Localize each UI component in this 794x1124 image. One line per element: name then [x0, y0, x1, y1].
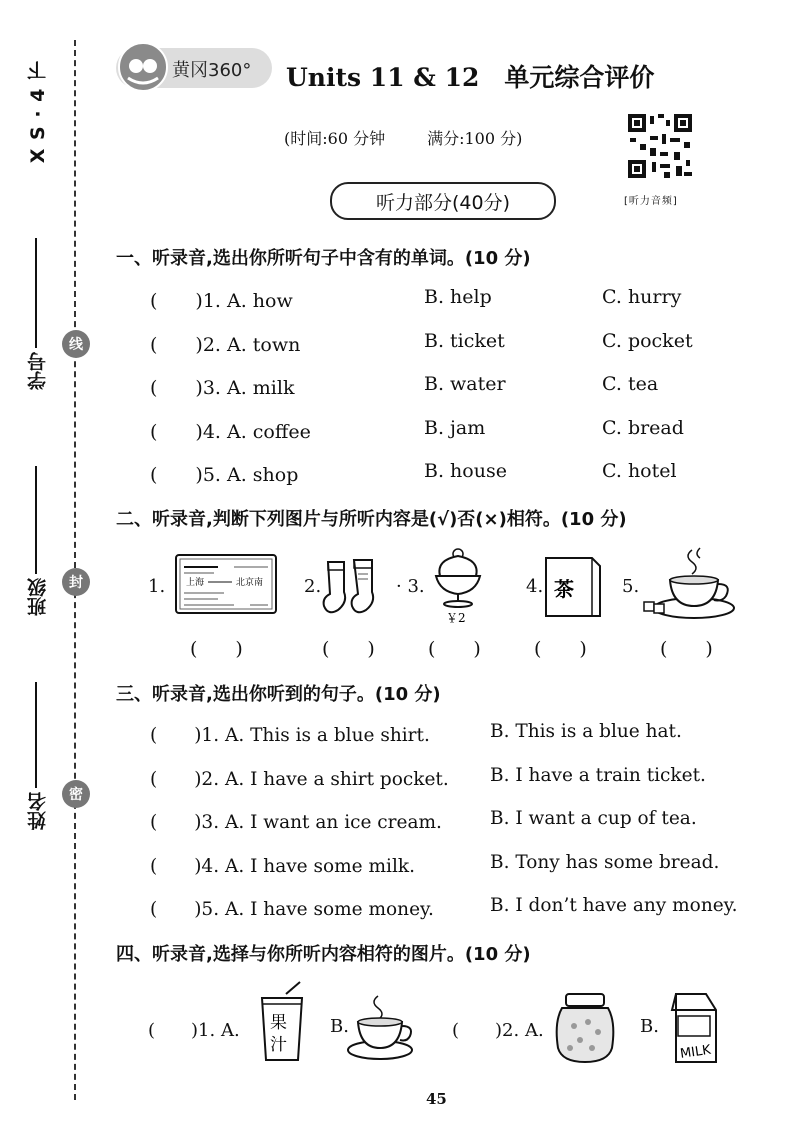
price-label: ￥2: [446, 611, 466, 625]
name-label: 姓名: [27, 792, 49, 830]
question-row: [150, 417, 770, 443]
ticket-from: 上海: [186, 578, 205, 588]
brand-logo: [118, 42, 168, 92]
option-b[interactable]: B. help: [424, 286, 492, 308]
picture-label-1: 1.: [148, 576, 166, 597]
picture-label-4: 4.: [526, 576, 544, 597]
question-row: [150, 721, 770, 747]
juice-icon: [256, 980, 308, 1064]
socks-icon: [322, 556, 384, 620]
part4-q2: ( )2. A.: [452, 1020, 544, 1041]
question-row: [150, 460, 770, 486]
class-line: [35, 466, 37, 574]
part4-heading: 四、听录音,选择与你所听内容相符的图片。(10 分): [116, 944, 531, 965]
ice-cream-icon: [432, 546, 484, 626]
juice-char-1: 果: [270, 1013, 287, 1033]
part3-heading: 三、听录音,选出你听到的句子。(10 分): [116, 684, 441, 705]
part4-q1-b: B.: [330, 1016, 349, 1037]
section-title: [330, 182, 556, 220]
option-a[interactable]: ( )1. A. how: [150, 290, 293, 312]
tea-bag-icon: [540, 552, 604, 622]
page-number: 45: [426, 1090, 447, 1108]
ticket-to: 北京南: [236, 578, 264, 588]
exam-info: [284, 126, 564, 149]
seal-mark: 封: [62, 568, 90, 596]
option-a[interactable]: ( )3. A. milk: [150, 377, 295, 399]
paper-code: X S · 4 下: [27, 60, 49, 164]
answer-blank-2-5[interactable]: ( ): [660, 638, 713, 660]
option-c[interactable]: C. tea: [602, 373, 659, 395]
part1-heading: 一、听录音,选出你所听句子中含有的单词。(10 分): [116, 248, 531, 269]
section-title-text: 听力部分(40分): [375, 191, 510, 214]
name-line: [35, 682, 37, 788]
option-a[interactable]: ( )2. A. town: [150, 333, 301, 356]
question-row: [150, 765, 770, 791]
picture-label-3: · 3.: [396, 576, 425, 597]
answer-blank-2-2[interactable]: ( ): [322, 638, 375, 660]
option-a[interactable]: ( )5. A. shop: [150, 464, 299, 486]
option-b[interactable]: B. I have a train ticket.: [490, 764, 706, 786]
line-mark: 线: [62, 330, 90, 358]
train-ticket-icon: [174, 553, 278, 615]
answer-blank-2-1[interactable]: ( ): [190, 638, 243, 660]
secret-mark: 密: [62, 780, 90, 808]
picture-label-2: 2.: [304, 576, 322, 597]
qr-caption: [听力音频]: [624, 196, 678, 207]
option-a[interactable]: ( )4. A. coffee: [150, 420, 311, 443]
option-c[interactable]: C. bread: [602, 416, 684, 439]
score-info: 满分:100 分): [427, 129, 523, 148]
option-a[interactable]: ( )2. A. I have a shirt pocket.: [150, 768, 449, 790]
brand-name: 黄冈360°: [172, 60, 252, 81]
tea-char: 茶: [554, 577, 574, 601]
milk-carton-icon: [668, 990, 722, 1066]
coffee-cup-icon: [346, 992, 420, 1062]
option-a[interactable]: ( )4. A. I have some milk.: [150, 855, 415, 877]
part2-heading: 二、听录音,判断下列图片与所听内容是(√)否(×)相符。(10 分): [116, 509, 627, 530]
option-a[interactable]: ( )1. A. This is a blue shirt.: [150, 725, 430, 746]
option-b[interactable]: B. I want a cup of tea.: [490, 808, 697, 829]
option-b[interactable]: B. house: [424, 460, 507, 482]
qr-code-icon[interactable]: [626, 112, 694, 180]
part4-q2-b: B.: [640, 1016, 659, 1037]
question-row: [150, 373, 770, 399]
option-b[interactable]: B. Tony has some bread.: [490, 851, 720, 873]
question-row: [150, 808, 770, 834]
page-title: Units 11 & 12 单元综合评价: [286, 63, 655, 92]
answer-blank-2-3[interactable]: ( ): [428, 638, 481, 660]
question-row: [150, 330, 770, 356]
option-b[interactable]: B. water: [424, 373, 506, 395]
option-c[interactable]: C. hotel: [602, 460, 677, 482]
option-c[interactable]: C. hurry: [602, 286, 682, 308]
question-row: [150, 895, 770, 921]
student-no-line: [35, 238, 37, 348]
option-b[interactable]: B. I don’t have any money.: [490, 895, 738, 916]
question-row: [150, 286, 770, 312]
jam-jar-icon: [552, 992, 618, 1064]
picture-label-5: 5.: [622, 576, 640, 597]
juice-char-2: 汁: [270, 1035, 287, 1055]
option-b[interactable]: B. ticket: [424, 329, 505, 352]
option-c[interactable]: C. pocket: [602, 329, 693, 352]
student-no-label: 学号: [27, 352, 49, 390]
option-a[interactable]: ( )5. A. I have some money.: [150, 899, 434, 920]
answer-blank-2-4[interactable]: ( ): [534, 638, 587, 660]
option-b[interactable]: B. jam: [424, 416, 486, 439]
class-label: 班级: [27, 578, 49, 616]
part4-q1: ( )1. A.: [148, 1020, 240, 1041]
cup-of-tea-icon: [640, 546, 740, 622]
option-b[interactable]: B. This is a blue hat.: [490, 721, 682, 742]
milk-label: MILK: [679, 1042, 712, 1062]
time-info: (时间:60 分钟: [284, 129, 386, 148]
option-a[interactable]: ( )3. A. I want an ice cream.: [150, 812, 442, 833]
question-row: [150, 852, 770, 878]
